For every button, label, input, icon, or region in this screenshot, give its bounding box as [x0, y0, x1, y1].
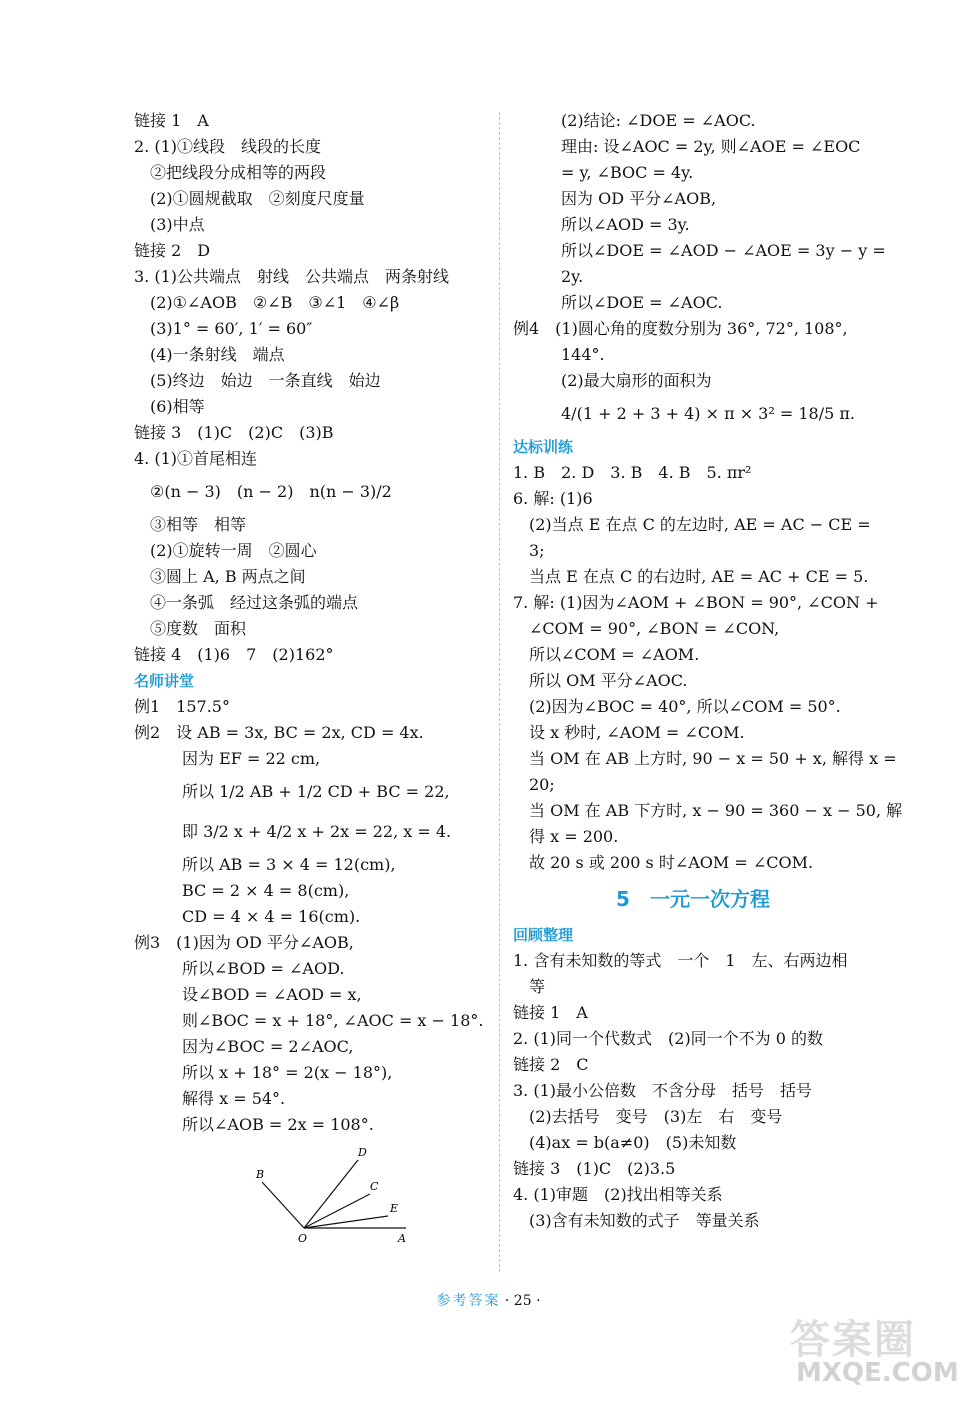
- answer-line: (2)当点 E 在点 C 的左边时, AE = AC − CE =: [529, 515, 871, 534]
- answer-line: 2. (1)①线段 线段的长度: [134, 137, 322, 156]
- answer-line: 6. 解: (1)6: [513, 489, 593, 508]
- watermark-small: MXQE.COM: [796, 1358, 959, 1388]
- answer-line: 1. B 2. D 3. B 4. B 5. πr²: [513, 463, 752, 482]
- section-heading: 达标训练: [513, 438, 574, 456]
- answer-line: 所以∠DOE = ∠AOD − ∠AOE = 3y − y =: [561, 241, 886, 260]
- answer-line: ∠COM = 90°, ∠BON = ∠CON,: [529, 619, 780, 638]
- answer-line: 所以∠DOE = ∠AOC.: [561, 293, 723, 312]
- answer-line: ②(n − 3) (n − 2) n(n − 3)/2: [150, 482, 392, 501]
- answer-line: (2)①∠AOB ②∠B ③∠1 ④∠β: [150, 293, 400, 312]
- answer-line: 2y.: [561, 267, 584, 286]
- answer-line: 链接 1 A: [134, 111, 209, 130]
- answer-line: (5)终边 始边 一条直线 始边: [150, 371, 381, 390]
- answer-line: 设∠BOD = ∠AOD = x,: [182, 985, 362, 1004]
- answer-line: 4. (1)①首尾相连: [134, 449, 258, 468]
- answer-line: 例2 设 AB = 3x, BC = 2x, CD = 4x.: [134, 723, 424, 742]
- footer-label: 参考答案: [436, 1293, 501, 1309]
- answer-line: (3)中点: [150, 215, 205, 234]
- answer-line: 所以 x + 18° = 2(x − 18°),: [182, 1063, 393, 1082]
- answer-line: 7. 解: (1)因为∠AOM + ∠BON = 90°, ∠CON +: [513, 593, 879, 612]
- figure-label: B: [256, 1168, 265, 1181]
- section-heading: 名师讲堂: [134, 672, 195, 690]
- chapter-title: 5 一元一次方程: [616, 887, 770, 911]
- figure-label: A: [398, 1232, 406, 1244]
- answer-line: CD = 4 × 4 = 16(cm).: [182, 907, 361, 926]
- figure-label: C: [370, 1180, 379, 1193]
- answer-line: (2)最大扇形的面积为: [561, 371, 712, 390]
- figure-label: D: [358, 1146, 367, 1159]
- answer-line: BC = 2 × 4 = 8(cm),: [182, 881, 350, 900]
- answer-line: (4)ax = b(a≠0) (5)未知数: [529, 1133, 737, 1152]
- answer-line: 链接 4 (1)6 7 (2)162°: [134, 645, 334, 664]
- answer-line: ③相等 相等: [150, 515, 247, 534]
- answer-line: 链接 2 C: [513, 1055, 589, 1074]
- answer-line: (2)①圆规截取 ②刻度尺度量: [150, 189, 365, 208]
- answer-line: 例4 (1)圆心角的度数分别为 36°, 72°, 108°,: [513, 319, 848, 338]
- figure-label: O: [298, 1232, 308, 1244]
- answer-line: 20;: [529, 775, 555, 794]
- answer-line: ②把线段分成相等的两段: [150, 163, 327, 182]
- ray-0: [262, 1182, 304, 1228]
- answer-line: (3)含有未知数的式子 等量关系: [529, 1211, 760, 1230]
- answer-line: 例1 157.5°: [134, 697, 230, 716]
- ray-1: [304, 1160, 358, 1228]
- answer-line: 所以 1/2 AB + 1/2 CD + BC = 22,: [182, 782, 450, 801]
- answer-line: 链接 2 D: [134, 241, 211, 260]
- answer-line: 4. (1)审题 (2)找出相等关系: [513, 1185, 723, 1204]
- angle-figure: [254, 1144, 414, 1244]
- answer-line: 因为 OD 平分∠AOB,: [561, 189, 717, 208]
- watermark-big: 答案圈: [790, 1317, 916, 1363]
- answer-line: 则∠BOC = x + 18°, ∠AOC = x − 18°.: [182, 1011, 484, 1030]
- answer-line: 因为∠BOC = 2∠AOC,: [182, 1037, 354, 1056]
- answer-line: 得 x = 200.: [529, 827, 619, 846]
- answer-line: 3. (1)公共端点 射线 公共端点 两条射线: [134, 267, 450, 286]
- watermark-logo: [786, 1308, 966, 1394]
- answer-line: 当 OM 在 AB 下方时, x − 90 = 360 − x − 50, 解: [529, 801, 903, 820]
- answer-line: 2. (1)同一个代数式 (2)同一个不为 0 的数: [513, 1029, 824, 1048]
- answer-line: 所以∠BOD = ∠AOD.: [182, 959, 345, 978]
- answer-line: ④一条弧 经过这条弧的端点: [150, 593, 359, 612]
- section-heading: 回顾整理: [513, 926, 574, 944]
- answer-line: (2)去括号 变号 (3)左 右 变号: [529, 1107, 783, 1126]
- answer-line: 3;: [529, 541, 545, 560]
- page-number: · 25 ·: [504, 1293, 541, 1309]
- answer-line: 当 OM 在 AB 上方时, 90 − x = 50 + x, 解得 x =: [529, 749, 897, 768]
- figure-label: E: [390, 1202, 399, 1215]
- answer-line: 3. (1)最小公倍数 不含分母 括号 括号: [513, 1081, 813, 1100]
- answer-line: 当点 E 在点 C 的右边时, AE = AC + CE = 5.: [529, 567, 869, 586]
- answer-line: 设 x 秒时, ∠AOM = ∠COM.: [529, 723, 745, 742]
- answer-line: 链接 1 A: [513, 1003, 588, 1022]
- answer-line: 例3 (1)因为 OD 平分∠AOB,: [134, 933, 354, 952]
- answer-line: 解得 x = 54°.: [182, 1089, 286, 1108]
- answer-line: = y, ∠BOC = 4y.: [561, 163, 694, 182]
- answer-line: ③圆上 A, B 两点之间: [150, 567, 306, 586]
- right-column: [513, 108, 903, 1234]
- answer-line: 所以∠COM = ∠AOM.: [529, 645, 700, 664]
- answer-line: 所以∠AOD = 3y.: [561, 215, 690, 234]
- answer-line: 所以∠AOB = 2x = 108°.: [182, 1115, 374, 1134]
- answer-line: (2)①旋转一周 ②圆心: [150, 541, 317, 560]
- answer-line: 链接 3 (1)C (2)C (3)B: [134, 423, 334, 442]
- answer-line: (2)结论: ∠DOE = ∠AOC.: [561, 111, 756, 130]
- answer-line: (2)因为∠BOC = 40°, 所以∠COM = 50°.: [529, 697, 841, 716]
- answer-line: 1. 含有未知数的等式 一个 1 左、右两边相: [513, 951, 848, 970]
- answer-line: 因为 EF = 22 cm,: [182, 749, 321, 768]
- answer-line: 所以 OM 平分∠AOC.: [529, 671, 688, 690]
- answer-line: (3)1° = 60′, 1′ = 60″: [150, 319, 313, 338]
- page-footer: [0, 1290, 977, 1310]
- answer-line: (6)相等: [150, 397, 205, 416]
- column-divider: [499, 112, 500, 1272]
- answer-line: 理由: 设∠AOC = 2y, 则∠AOE = ∠EOC: [561, 137, 861, 156]
- answer-line: 故 20 s 或 200 s 时∠AOM = ∠COM.: [529, 853, 814, 872]
- answer-line: ⑤度数 面积: [150, 619, 247, 638]
- answer-line: 等: [529, 977, 546, 996]
- left-column: [134, 108, 486, 1244]
- answer-line: 即 3/2 x + 4/2 x + 2x = 22, x = 4.: [182, 822, 452, 841]
- answer-line: (4)一条射线 端点: [150, 345, 285, 364]
- answer-line: 144°.: [561, 345, 605, 364]
- answer-line: 链接 3 (1)C (2)3.5: [513, 1159, 676, 1178]
- answer-line: 4/(1 + 2 + 3 + 4) × π × 3² = 18/5 π.: [561, 404, 855, 423]
- answer-line: 所以 AB = 3 × 4 = 12(cm),: [182, 855, 396, 874]
